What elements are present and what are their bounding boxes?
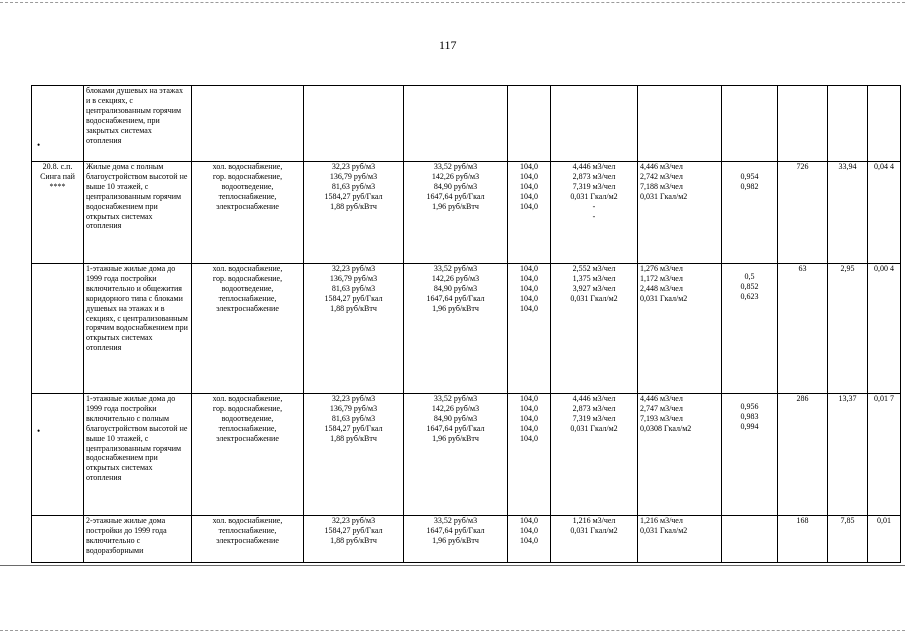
- utility-services-cell: [192, 86, 304, 162]
- norm-period1-cell-line: 1,375 м3/чел: [572, 273, 616, 283]
- tariff-period1-cell-line: 136,79 руб/м3: [329, 403, 378, 413]
- norm-period2-cell-line: 2,742 м3/чел: [640, 171, 683, 181]
- tariff-period2-cell: [404, 394, 508, 516]
- tariff-period1-cell-line: 81,63 руб/м3: [331, 283, 376, 293]
- share-cell: 0,01 7: [868, 394, 901, 516]
- tariff-period1-cell-line: 1584,27 руб/Гкал: [324, 525, 383, 535]
- tariff-period1-cell: [304, 394, 404, 516]
- tariff-period1-cell-line: 1584,27 руб/Гкал: [324, 191, 383, 201]
- coefficient-cell: [722, 394, 778, 516]
- item-number-cell: [32, 516, 84, 563]
- tariff-table: [31, 85, 901, 563]
- tariff-period2-cell: [404, 86, 508, 162]
- tariff-period2-cell-line: 33,52 руб/м3: [433, 394, 478, 403]
- utility-services-cell-line: хол. водоснабжение,: [212, 516, 283, 525]
- index-cell: [508, 86, 551, 162]
- tariff-period1-cell-line: 32,23 руб/м3: [331, 264, 376, 273]
- norm-period2-cell: [638, 394, 722, 516]
- tariff-period2-cell-line: 33,52 руб/м3: [433, 264, 478, 273]
- index-cell: [508, 162, 551, 264]
- norm-period1-cell-line: 1,216 м3/чел: [572, 516, 616, 525]
- norm-period1-cell-line: -: [592, 211, 596, 221]
- count-cell: 286: [778, 394, 828, 516]
- utility-services-cell-line: хол. водоснабжение,: [212, 264, 283, 273]
- housing-type-cell: Жилые дома с полным благоустройством высотой не выше 10 этажей, с централизованным горячим водоснабжением при открытых системах отопления: [84, 162, 192, 264]
- utility-services-cell-line: теплоснабжение,: [218, 293, 277, 303]
- tariff-period1-cell-line: 81,63 руб/м3: [331, 181, 376, 191]
- tariff-period1-cell-line: 1584,27 руб/Гкал: [324, 293, 383, 303]
- coefficient-cell: [722, 86, 778, 162]
- tariff-period1-cell-line: 136,79 руб/м3: [329, 273, 378, 283]
- norm-period2-cell: [638, 264, 722, 394]
- index-cell-line: 104,0: [520, 525, 538, 535]
- item-number-cell: [32, 394, 84, 516]
- norm-period2-cell-line: 7,188 м3/чел: [640, 181, 683, 191]
- utility-services-cell-line: гор. водоснабжение,: [212, 403, 283, 413]
- tariff-period2-cell-line: 1647,64 руб/Гкал: [426, 423, 485, 433]
- norm-period1-cell-line: 4,446 м3/чел: [572, 162, 616, 171]
- count-cell: 726: [778, 162, 828, 264]
- amount-cell: 13,37: [828, 394, 868, 516]
- item-number-cell: [32, 264, 84, 394]
- count-cell: 63: [778, 264, 828, 394]
- item-number-cell: 20.8. с.п. Синга пай ****: [32, 162, 84, 264]
- utility-services-cell-line: хол. водоснабжение,: [212, 394, 283, 403]
- norm-period2-cell-line: 4,446 м3/чел: [640, 162, 683, 171]
- tariff-period1-cell: [304, 264, 404, 394]
- tariff-period1-cell-line: 1,88 руб/кВтч: [330, 303, 377, 313]
- utility-services-cell-line: хол. водоснабжение,: [212, 162, 283, 171]
- utility-services-cell-line: водоотведение,: [221, 413, 274, 423]
- tariff-period1-cell: [304, 86, 404, 162]
- norm-period2-cell-line: 0,0308 Гкал/м2: [640, 423, 692, 433]
- tariff-period1-cell-line: 81,63 руб/м3: [331, 413, 376, 423]
- table-row: [32, 394, 901, 516]
- page-number: 117: [439, 38, 457, 52]
- utility-services-cell-line: гор. водоснабжение,: [212, 171, 283, 181]
- tariff-period2-cell-line: 84,90 руб/м3: [433, 181, 478, 191]
- utility-services-cell-line: электроснабжение: [216, 433, 279, 443]
- index-cell-line: 104,0: [520, 171, 538, 181]
- amount-cell: 33,94: [828, 162, 868, 264]
- table-row: [32, 264, 901, 394]
- tariff-period1-cell-line: 32,23 руб/м3: [331, 162, 376, 171]
- tariff-period1-cell: [304, 516, 404, 563]
- amount-cell: 2,95: [828, 264, 868, 394]
- coefficient-cell: [722, 264, 778, 394]
- tariff-period1-cell-line: 136,79 руб/м3: [329, 171, 378, 181]
- norm-period1-cell-line: 7,319 м3/чел: [572, 413, 616, 423]
- index-cell-line: 104,0: [520, 181, 538, 191]
- index-cell-line: 104,0: [520, 303, 538, 313]
- utility-services-cell: [192, 162, 304, 264]
- coefficient-cell: [722, 162, 778, 264]
- scan-edge-top: [0, 2, 905, 3]
- norm-period1-cell: [551, 394, 638, 516]
- norm-period1-cell-line: 0,031 Гкал/м2: [570, 423, 618, 433]
- coefficient-cell-line: 0,623: [740, 291, 759, 301]
- share-cell: 0,01: [868, 516, 901, 563]
- norm-period1-cell-line: 7,319 м3/чел: [572, 181, 616, 191]
- share-cell: 0,04 4: [868, 162, 901, 264]
- norm-period2-cell: [638, 516, 722, 563]
- tariff-period2-cell-line: 142,26 руб/м3: [431, 171, 480, 181]
- norm-period1-cell-line: -: [592, 201, 596, 211]
- table-bottom-rule: [0, 565, 905, 566]
- norm-period2-cell-line: 2,448 м3/чел: [640, 283, 683, 293]
- norm-period2-cell-line: 7,193 м3/чел: [640, 413, 683, 423]
- norm-period1-cell: [551, 516, 638, 563]
- tariff-period2-cell-line: 1,96 руб/кВтч: [432, 433, 479, 443]
- item-number-cell: [32, 86, 84, 162]
- coefficient-cell-line: 0,956: [740, 402, 759, 411]
- norm-period1-cell: [551, 86, 638, 162]
- housing-type-cell: блоками душевых на этажах и в секциях, с централизованным горячим водоснабжением, при закрытых системах отопления: [84, 86, 192, 162]
- bullet-mark: •: [37, 140, 41, 150]
- norm-period1-cell-line: 0,031 Гкал/м2: [570, 191, 618, 201]
- tariff-period2-cell-line: 1647,64 руб/Гкал: [426, 293, 485, 303]
- norm-period1-cell-line: 4,446 м3/чел: [572, 394, 616, 403]
- index-cell: [508, 264, 551, 394]
- index-cell-line: 104,0: [520, 201, 538, 211]
- tariff-period1-cell-line: 1,88 руб/кВтч: [330, 433, 377, 443]
- coefficient-cell-line: 0,983: [740, 411, 759, 421]
- utility-services-cell-line: теплоснабжение,: [218, 423, 277, 433]
- tariff-period2-cell-line: 84,90 руб/м3: [433, 413, 478, 423]
- tariff-period1-cell-line: 1,88 руб/кВтч: [330, 201, 377, 211]
- norm-period2-cell-line: 0,031 Гкал/м2: [640, 293, 688, 303]
- tariff-period1-cell-line: 1,88 руб/кВтч: [330, 535, 377, 545]
- scan-edge-bottom: [0, 630, 905, 631]
- coefficient-cell-line: 0,982: [740, 181, 759, 191]
- coefficient-cell: [722, 516, 778, 563]
- utility-services-cell-line: водоотведение,: [221, 181, 274, 191]
- index-cell-line: 104,0: [520, 413, 538, 423]
- housing-type-cell: 1-этажные жилые дома до 1999 года постройки включительно с полным благоустройством высотой не выше 10 этажей, с централизованным горячим водоснабжением при открытых системах отопления: [84, 394, 192, 516]
- norm-period2-cell: [638, 86, 722, 162]
- index-cell-line: 104,0: [520, 516, 538, 525]
- norm-period2-cell-line: 2,747 м3/чел: [640, 403, 683, 413]
- utility-services-cell-line: теплоснабжение,: [218, 191, 277, 201]
- tariff-period2-cell-line: 1647,64 руб/Гкал: [426, 191, 485, 201]
- tariff-period1-cell-line: 32,23 руб/м3: [331, 516, 376, 525]
- share-cell: [868, 86, 901, 162]
- norm-period1-cell-line: 0,031 Гкал/м2: [570, 525, 618, 535]
- utility-services-cell-line: водоотведение,: [221, 283, 274, 293]
- table-row: [32, 516, 901, 563]
- tariff-period1-cell-line: 32,23 руб/м3: [331, 394, 376, 403]
- utility-services-cell-line: электроснабжение: [216, 535, 279, 545]
- norm-period1-cell: [551, 264, 638, 394]
- table-row: [32, 86, 901, 162]
- index-cell: [508, 394, 551, 516]
- index-cell-line: 104,0: [520, 535, 538, 545]
- tariff-period2-cell-line: 1,96 руб/кВтч: [432, 201, 479, 211]
- norm-period1-cell-line: 2,552 м3/чел: [572, 264, 616, 273]
- coefficient-cell-line: 0,994: [740, 421, 759, 431]
- housing-type-cell: 1-этажные жилые дома до 1999 года постройки включительно и общежития коридорного типа с блоками душевых на этажах и в секциях, с централизованным горячим водоснабжением при открытых системах отопления: [84, 264, 192, 394]
- index-cell-line: 104,0: [520, 394, 538, 403]
- index-cell-line: 104,0: [520, 264, 538, 273]
- tariff-period2-cell-line: 1,96 руб/кВтч: [432, 535, 479, 545]
- norm-period1-cell-line: 2,873 м3/чел: [572, 403, 616, 413]
- utility-services-cell: [192, 394, 304, 516]
- amount-cell: [828, 86, 868, 162]
- tariff-period2-cell: [404, 264, 508, 394]
- norm-period2-cell-line: 0,031 Гкал/м2: [640, 525, 688, 535]
- utility-services-cell: [192, 264, 304, 394]
- utility-services-cell-line: электроснабжение: [216, 303, 279, 313]
- housing-type-cell: 2-этажные жилые дома постройки до 1999 года включительно с водоразборными: [84, 516, 192, 563]
- utility-services-cell: [192, 516, 304, 563]
- index-cell: [508, 516, 551, 563]
- norm-period2-cell-line: 1,276 м3/чел: [640, 264, 683, 273]
- norm-period2-cell-line: 1,216 м3/чел: [640, 516, 683, 525]
- norm-period1-cell-line: 3,927 м3/чел: [572, 283, 616, 293]
- tariff-period2-cell-line: 142,26 руб/м3: [431, 403, 480, 413]
- count-cell: [778, 86, 828, 162]
- norm-period2-cell-line: 1,172 м3/чел: [640, 273, 683, 283]
- norm-period1-cell-line: 0,031 Гкал/м2: [570, 293, 618, 303]
- norm-period2-cell-line: 4,446 м3/чел: [640, 394, 683, 403]
- coefficient-cell-line: 0,954: [740, 172, 759, 181]
- norm-period2-cell-line: 0,031 Гкал/м2: [640, 191, 688, 201]
- utility-services-cell-line: теплоснабжение,: [218, 525, 277, 535]
- utility-services-cell-line: электроснабжение: [216, 201, 279, 211]
- index-cell-line: 104,0: [520, 433, 538, 443]
- tariff-period2-cell-line: 142,26 руб/м3: [431, 273, 480, 283]
- tariff-period2-cell: [404, 516, 508, 563]
- amount-cell: 7,85: [828, 516, 868, 563]
- tariff-period2-cell-line: 33,52 руб/м3: [433, 162, 478, 171]
- index-cell-line: 104,0: [520, 273, 538, 283]
- norm-period1-cell-line: 2,873 м3/чел: [572, 171, 616, 181]
- index-cell-line: 104,0: [520, 423, 538, 433]
- tariff-period2-cell: [404, 162, 508, 264]
- tariff-period2-cell-line: 1,96 руб/кВтч: [432, 303, 479, 313]
- index-cell-line: 104,0: [520, 283, 538, 293]
- index-cell-line: 104,0: [520, 191, 538, 201]
- bullet-mark: •: [37, 426, 41, 436]
- tariff-period1-cell-line: 1584,27 руб/Гкал: [324, 423, 383, 433]
- tariff-period2-cell-line: 84,90 руб/м3: [433, 283, 478, 293]
- table-row: [32, 162, 901, 264]
- tariff-period1-cell: [304, 162, 404, 264]
- norm-period1-cell: [551, 162, 638, 264]
- count-cell: 168: [778, 516, 828, 563]
- tariff-period2-cell-line: 33,52 руб/м3: [433, 516, 478, 525]
- norm-period2-cell: [638, 162, 722, 264]
- coefficient-cell-line: 0,5: [744, 272, 755, 281]
- utility-services-cell-line: гор. водоснабжение,: [212, 273, 283, 283]
- tariff-period2-cell-line: 1647,64 руб/Гкал: [426, 525, 485, 535]
- index-cell-line: 104,0: [520, 162, 538, 171]
- index-cell-line: 104,0: [520, 293, 538, 303]
- coefficient-cell-line: 0,852: [740, 281, 759, 291]
- share-cell: 0,00 4: [868, 264, 901, 394]
- index-cell-line: 104,0: [520, 403, 538, 413]
